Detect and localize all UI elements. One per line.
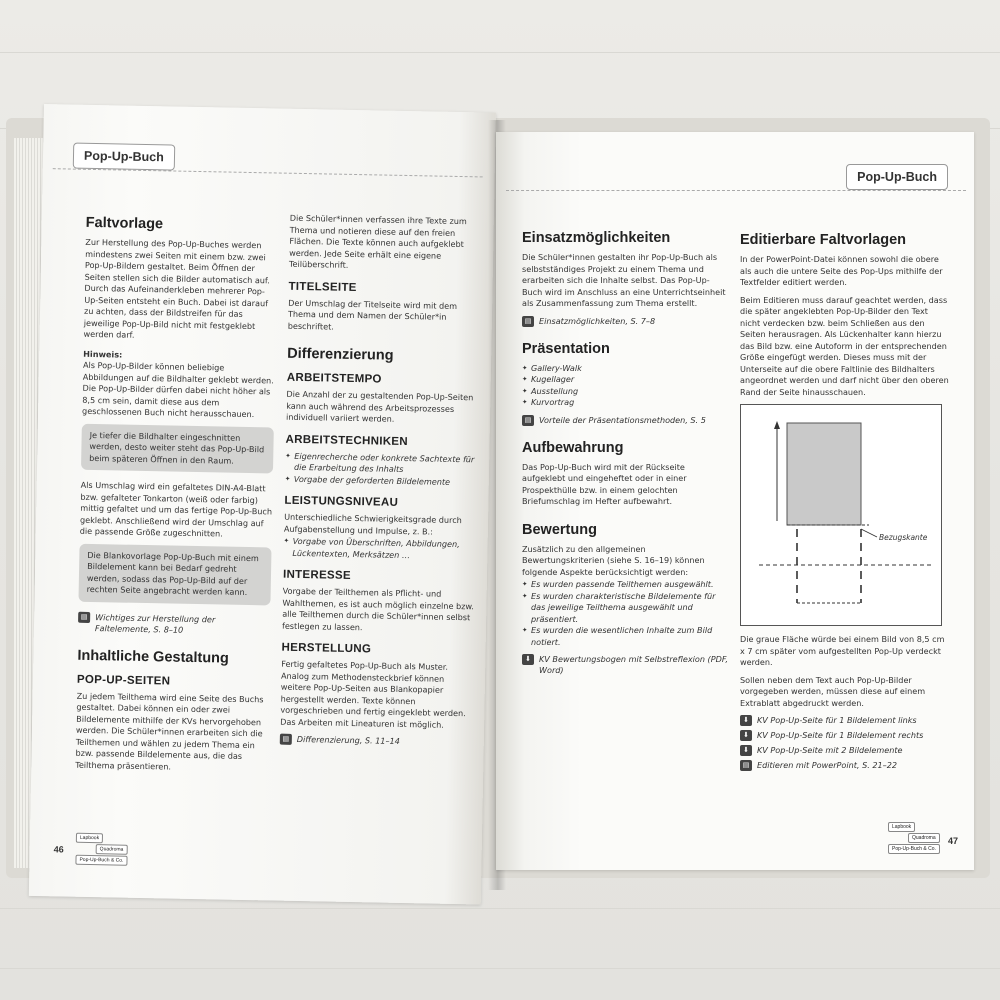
info-box-2 (78, 543, 271, 605)
download-text: KV Pop-Up-Seite für 1 Bildelement links (757, 715, 917, 725)
list-item: ✦ Gallery-Walk (522, 363, 728, 375)
list-item: ✦ Kugellager (522, 374, 728, 386)
info-box-1-text: Je tiefer die Bildhalter eingeschnitten werden, desto weiter steht das Pop-Up-Bild beim späteren Öffnen in den Raum. (89, 429, 265, 466)
leistungsniveau-text: Unterschiedliche Schwierigkeitsgrade durch Aufgabenstellung und Impulse, z. B.: (283, 511, 462, 537)
faltvorlage-diagram (740, 404, 942, 626)
series-tabs (75, 833, 128, 866)
download-link[interactable] (740, 730, 950, 741)
reference-link[interactable] (280, 734, 472, 749)
download-text: KV Pop-Up-Seite für 1 Bildelement rechts (757, 730, 924, 740)
right-page (496, 132, 974, 870)
reference-text: Einsatzmöglichkeiten, S. 7–8 (539, 315, 656, 326)
download-text: KV Bewertungsbogen mit Selbstreflexion (PDF, Word) (539, 654, 729, 675)
info-box-2-text: Die Blankovorlage Pop-Up-Buch mit einem Bildelement kann bei Bedarf gedreht werden, sodass das Pop-Up-Bild auf der rechten Seite angebracht werden kann. (86, 549, 259, 597)
download-icon: ⬇ (522, 654, 534, 665)
editierbare-text-3: Die graue Fläche würde bei einem Bild von 8,5 cm x 7 cm später vom aufgestellten Pop-Up verdeckt werden. (740, 634, 945, 667)
diagram-svg (741, 405, 941, 625)
download-link[interactable] (740, 745, 950, 756)
herstellung-text: Fertig gefaltetes Pop-Up-Buch als Muster. Analog zum Methodensteckbrief können weitere Pop-Up-Seiten aus Blankopapier hergestellt werden. Texte können vorgeschrieben und fertig eingeklebt werden. Das Arbeiten mit Lineaturen ist möglich. (280, 658, 466, 730)
right-header-tab: Pop-Up-Buch (846, 164, 948, 190)
reference-text: Wichtiges zur Herstellung der Faltelemente, S. 8–10 (94, 611, 216, 635)
umschlag-text: Als Umschlag wird ein gefaltetes DIN-A4-Blatt bzw. gefalteter Tonkarton (weiß oder farbig) mittig gefaltet und um das fertige Pop-Up-Buch geklebt. Anschließend wird der Umschlag auf die passende Größe zugeschnitten. (79, 479, 273, 539)
interesse-heading: INTERESSE (282, 568, 352, 582)
reference-text: Editieren mit PowerPoint, S. 21–22 (757, 760, 898, 770)
left-page (29, 104, 496, 905)
list-item: ✦ Kurvortrag (522, 397, 728, 409)
herstellung-heading: HERSTELLUNG (281, 641, 372, 656)
interesse-text: Vorgabe der Teilthemen als Pflicht- und Wahlthemen, es ist auch möglich einzelne bzw. alle Teilthemen durch die Schüler*innen selbst festlegen zu lassen. (281, 585, 474, 632)
list-item: ✦ Es wurden passende Teilthemen ausgewählt. (522, 579, 728, 591)
series-tab: Quadroma (96, 844, 128, 855)
popup-seiten-text: Zu jedem Teilthema wird eine Seite des Buchs gestaltet. Dabei können ein oder zwei Bildelemente mithilfe der KVs hervorgehoben werden. Die Schüler*innen erarbeiten sich die Teilthemen und wählen zu jedem Thema ein bzw. passende Bildelemente aus, die das Teilthema präsentieren. (75, 690, 264, 772)
bezugskante-label: Bezugskante (879, 533, 928, 542)
aufbewahrung-text: Das Pop-Up-Buch wird mit der Rückseite aufgeklebt und eingeheftet oder in einer Prospekthülle bzw. in einem gelochten Briefumschlag im Hefter aufbewahrt. (522, 461, 687, 506)
praesentation-heading: Präsentation (522, 340, 610, 357)
editierbare-text-4: Sollen neben dem Text auch Pop-Up-Bilder vorgegeben werden, müssen diese auf einem Extrablatt abgedruckt werden. (740, 674, 926, 708)
reference-link[interactable] (740, 760, 950, 771)
series-tab: Pop-Up-Buch & Co. (75, 855, 127, 866)
popup-seiten-heading: POP-UP-SEITEN (76, 673, 171, 688)
leistungsniveau-heading: LEISTUNGSNIVEAU (284, 494, 399, 509)
page-number: 47 (948, 836, 959, 846)
header-dashline (53, 168, 483, 177)
aufbewahrung-heading: Aufbewahrung (522, 439, 624, 456)
bewertung-list (522, 579, 728, 648)
series-tab: Lapbook (76, 833, 103, 844)
faltvorlage-text: Zur Herstellung des Pop-Up-Buches werden mindestens zwei Seiten mit einem bzw. zwei Pop-Up-Bildern gestaltet. Beim Öffnen der Seiten stellen sich die Bilder automatisch auf. Durch das Aufeinanderkleben mehrerer Pop-Up-Seiten entsteht ein Buch. Dabei ist darauf zu achten, dass der Bildstreifen für das jeweilige Pop-Up-Bild nicht mit festgeklebt werden darf. (83, 236, 270, 340)
left-col-1 (75, 215, 278, 781)
editierbare-text-1: In der PowerPoint-Datei können sowohl die obere als auch die untere Seite des Pop-Ups mithilfe der Textfelder editiert werden. (740, 254, 943, 287)
arbeitstempo-text: Die Anzahl der zu gestaltenden Pop-Up-Seiten kann auch während des Arbeitsprozesses individuell variiert werden. (285, 388, 474, 424)
bewertung-heading: Bewertung (522, 521, 597, 538)
book-icon: ▤ (78, 611, 90, 622)
praesentation-list (522, 363, 728, 409)
list-item: ✦ Es wurden charakteristische Bildelemente für das jeweilige Teilthema ausgewählt und präsentiert. (522, 591, 728, 626)
left-header-tab: Pop-Up-Buch (73, 143, 175, 171)
reference-link[interactable] (522, 415, 728, 426)
wood-plank-line (0, 52, 1000, 53)
left-col-2 (280, 213, 482, 757)
book-icon: ▤ (522, 316, 534, 327)
download-icon: ⬇ (740, 730, 752, 741)
book-icon: ▤ (740, 760, 752, 771)
intro-text: Die Schüler*innen verfassen ihre Texte zum Thema und notieren diese auf den freien Flächen. Die Texte können auch aufgeklebt werden. Jede Seite erhält eine eigene Teilüberschrift. (288, 212, 467, 270)
download-icon: ⬇ (740, 745, 752, 756)
list-item: ✦ Vorgabe von Überschriften, Abbildungen, Lückentexten, Merksätzen … (283, 536, 475, 563)
arbeitstechniken-heading: ARBEITSTECHNIKEN (285, 433, 409, 448)
inhaltliche-heading: Inhaltliche Gestaltung (77, 647, 230, 667)
series-tab: Lapbook (888, 822, 915, 832)
list-item: ✦ Vorgabe der geforderten Bildelemente (285, 473, 477, 488)
bewertung-text: Zusätzlich zu den allgemeinen Bewertungskriterien (siehe S. 16–19) können folgende Aspekte berücksichtigt werden: (522, 543, 705, 577)
book-icon: ▤ (522, 415, 534, 426)
list-item: ✦ Eigenrecherche oder konkrete Sachtexte für die Erarbeitung des Inhalts (285, 450, 477, 477)
download-link[interactable] (522, 654, 728, 676)
page-number: 46 (53, 844, 64, 855)
leistungsniveau-list (283, 536, 475, 563)
series-tab: Quadroma (908, 833, 940, 843)
wood-plank-line (0, 908, 1000, 909)
wood-plank-line (0, 968, 1000, 969)
titelseite-text: Der Umschlag der Titelseite wird mit dem Thema und dem Namen der Schüler*in beschriftet. (287, 297, 458, 332)
einsatz-heading: Einsatzmöglichkeiten (522, 230, 671, 246)
einsatz-text: Die Schüler*innen gestalten ihr Pop-Up-Buch als selbstständiges Projekt zu einem Thema und erarbeiten sich die Inhalte selbst. Das Pop-Up-Buch wird im Anschluss an eine Unterrichtseinheit als Zusammenfassung zum Thema erstellt. (522, 252, 726, 308)
hinweis-text: Als Pop-Up-Bilder können beliebige Abbildungen auf die Bildhalter geklebt werden. Die Pop-Up-Bilder dürfen dabei nicht höher als 8,5 cm sein, damit diese aus dem geschlossenen Buch nicht herausschauen. (82, 359, 274, 420)
download-icon: ⬇ (740, 715, 752, 726)
series-tab: Pop-Up-Buch & Co. (888, 844, 940, 854)
header-dashline (506, 190, 966, 191)
list-item: ✦ Es wurden die wesentlichen Inhalte zum Bild notiert. (522, 625, 728, 648)
editierbare-heading: Editierbare Faltvorlagen (740, 232, 906, 248)
info-box-1 (81, 423, 274, 473)
editierbare-text-2: Beim Editieren muss darauf geachtet werden, dass die später angeklebten Pop-Up-Bilder den Text nicht verdecken bzw. beim Schließen aus den Seiten herausragen. Als Lückenhalter kann hierzu das Bild bzw. eine Autoform in der entsprechenden Größe eingefügt werden. Dieses muss mit der Unterseite auf die obere Faltlinie des Bildhalters angeordnet werden und darf nicht über den oberen Rand der Seite hinausschauen. (740, 294, 949, 397)
arbeitstechniken-list (285, 450, 478, 488)
book-icon: ▤ (280, 734, 292, 745)
list-item: ✦ Ausstellung (522, 386, 728, 398)
series-tabs (888, 822, 940, 854)
right-col-1 (522, 230, 728, 684)
download-link[interactable] (740, 715, 950, 726)
titelseite-heading: TITELSEITE (288, 280, 357, 294)
faltvorlage-heading: Faltvorlage (85, 214, 164, 233)
download-text: KV Pop-Up-Seite mit 2 Bildelemente (757, 745, 903, 755)
reference-link[interactable] (78, 611, 270, 637)
reference-text: Differenzierung, S. 11–14 (296, 733, 400, 746)
reference-text: Vorteile der Präsentationsmethoden, S. 5 (539, 414, 706, 425)
differenzierung-heading: Differenzierung (287, 345, 394, 364)
arbeitstempo-heading: ARBEITSTEMPO (286, 371, 382, 386)
right-col-2 (740, 232, 950, 775)
hinweis-label: Hinweis: (83, 348, 123, 360)
reference-link[interactable] (522, 316, 728, 327)
